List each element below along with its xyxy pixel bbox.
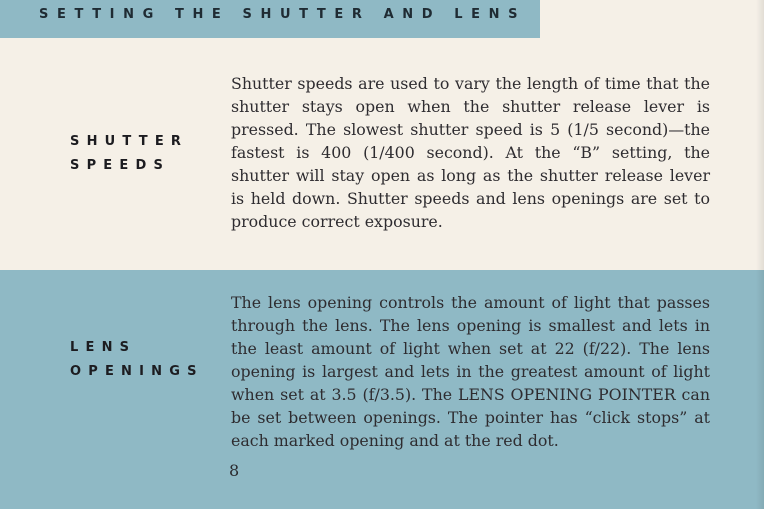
lens-label-line-2: OPENINGS (70, 364, 204, 379)
lens-label-line-1: LENS (70, 340, 137, 355)
shutter-label-line-2: SPEEDS (70, 158, 171, 173)
page-title: SETTING THE SHUTTER AND LENS (39, 7, 527, 22)
lens-openings-label (70, 336, 204, 384)
header-tab (0, 0, 540, 38)
page-number: 8 (229, 461, 240, 480)
shutter-speeds-text: Shutter speeds are used to vary the length of time that the shutter stays open when the shutter release lever is pressed. The slowest shutter speed is 5 (1/5 second)—the fastest is 400 (1/400 second). At the “B” setting, the shutter will stay open as long as the shutter release lever is held down. Shutter speeds and lens openings are set to produce correct exposure. (231, 74, 710, 231)
page-edge-shadow (756, 0, 764, 509)
shutter-speeds-label (70, 130, 188, 178)
lens-openings-text: The lens opening controls the amount of light that passes through the lens. The lens opening is smallest and lets in the least amount of light when set at 22 (f/22). The lens opening is largest and lets in the greatest amount of light when set at 3.5 (f/3.5). The LENS OPENING POINTER can be set between openings. The pointer has “click stops” at each marked opening and at the red dot. (231, 293, 710, 450)
shutter-label-line-1: SHUTTER (70, 134, 189, 149)
